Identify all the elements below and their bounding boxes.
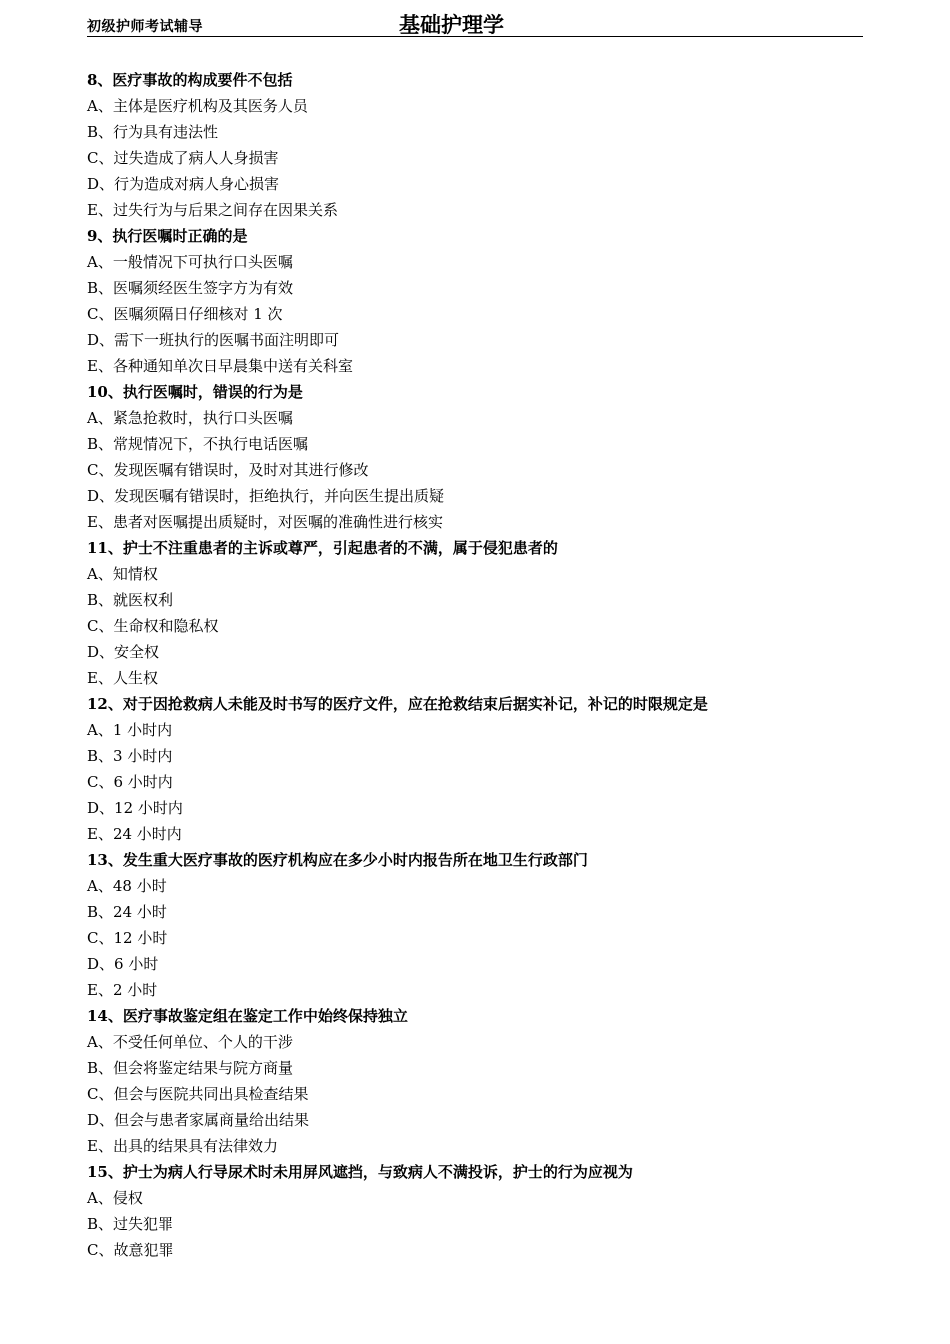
question-option: C、生命权和隐私权	[87, 617, 219, 635]
question-option: C、12 小时	[87, 929, 168, 947]
question-option: A、不受任何单位、个人的干涉	[87, 1033, 293, 1051]
question-option: D、6 小时	[87, 955, 159, 973]
question-option: D、行为造成对病人身心损害	[87, 175, 280, 193]
question-option: B、24 小时	[87, 903, 167, 921]
question-option: B、医嘱须经医生签字方为有效	[87, 279, 294, 297]
question-option: D、但会与患者家属商量给出结果	[87, 1111, 310, 1129]
question-title: 9、执行医嘱时正确的是	[87, 227, 248, 245]
question-option: A、知情权	[87, 565, 158, 583]
header-book-title: 初级护师考试辅导	[87, 19, 203, 35]
question-option: A、一般情况下可执行口头医嘱	[87, 253, 293, 271]
question-option: A、48 小时	[87, 877, 167, 895]
question-title: 8、医疗事故的构成要件不包括	[87, 71, 293, 89]
question-option: E、人生权	[87, 669, 158, 687]
question-option: E、过失行为与后果之间存在因果关系	[87, 201, 338, 219]
question-option: D、12 小时内	[87, 799, 183, 817]
question-title: 10、执行医嘱时，错误的行为是	[87, 383, 303, 401]
question-option: E、24 小时内	[87, 825, 182, 843]
question-option: B、但会将鉴定结果与院方商量	[87, 1059, 294, 1077]
question-option: C、过失造成了病人人身损害	[87, 149, 279, 167]
header-subject: 基础护理学	[399, 13, 504, 37]
question-option: C、故意犯罪	[87, 1241, 174, 1259]
question-option: D、安全权	[87, 643, 160, 661]
question-title: 14、医疗事故鉴定组在鉴定工作中始终保持独立	[87, 1007, 408, 1025]
question-title: 11、护士不注重患者的主诉或尊严，引起患者的不满，属于侵犯患者的	[87, 539, 558, 557]
page-header	[87, 8, 863, 37]
question-option: B、就医权利	[87, 591, 174, 609]
question-title: 13、发生重大医疗事故的医疗机构应在多少小时内报告所在地卫生行政部门	[87, 851, 588, 869]
question-option: E、出具的结果具有法律效力	[87, 1137, 278, 1155]
question-option: C、6 小时内	[87, 773, 173, 791]
question-option: C、发现医嘱有错误时，及时对其进行修改	[87, 461, 369, 479]
question-option: B、3 小时内	[87, 747, 173, 765]
question-list	[87, 67, 867, 1263]
question-option: B、行为具有违法性	[87, 123, 219, 141]
question-option: C、医嘱须隔日仔细核对 1 次	[87, 305, 283, 323]
question-title: 15、护士为病人行导尿术时未用屏风遮挡，与致病人不满投诉，护士的行为应视为	[87, 1163, 633, 1181]
question-title: 12、对于因抢救病人未能及时书写的医疗文件，应在抢救结束后据实补记，补记的时限规定是	[87, 695, 708, 713]
question-option: A、主体是医疗机构及其医务人员	[87, 97, 308, 115]
question-option: C、但会与医院共同出具检查结果	[87, 1085, 309, 1103]
question-option: A、侵权	[87, 1189, 143, 1207]
question-option: A、紧急抢救时，执行口头医嘱	[87, 409, 293, 427]
question-option: E、2 小时	[87, 981, 158, 999]
question-option: D、需下一班执行的医嘱书面注明即可	[87, 331, 340, 349]
question-option: E、患者对医嘱提出质疑时，对医嘱的准确性进行核实	[87, 513, 443, 531]
question-option: B、过失犯罪	[87, 1215, 174, 1233]
question-option: B、常规情况下，不执行电话医嘱	[87, 435, 309, 453]
question-option: A、1 小时内	[87, 721, 173, 739]
question-option: D、发现医嘱有错误时，拒绝执行，并向医生提出质疑	[87, 487, 445, 505]
question-option: E、各种通知单次日早晨集中送有关科室	[87, 357, 353, 375]
